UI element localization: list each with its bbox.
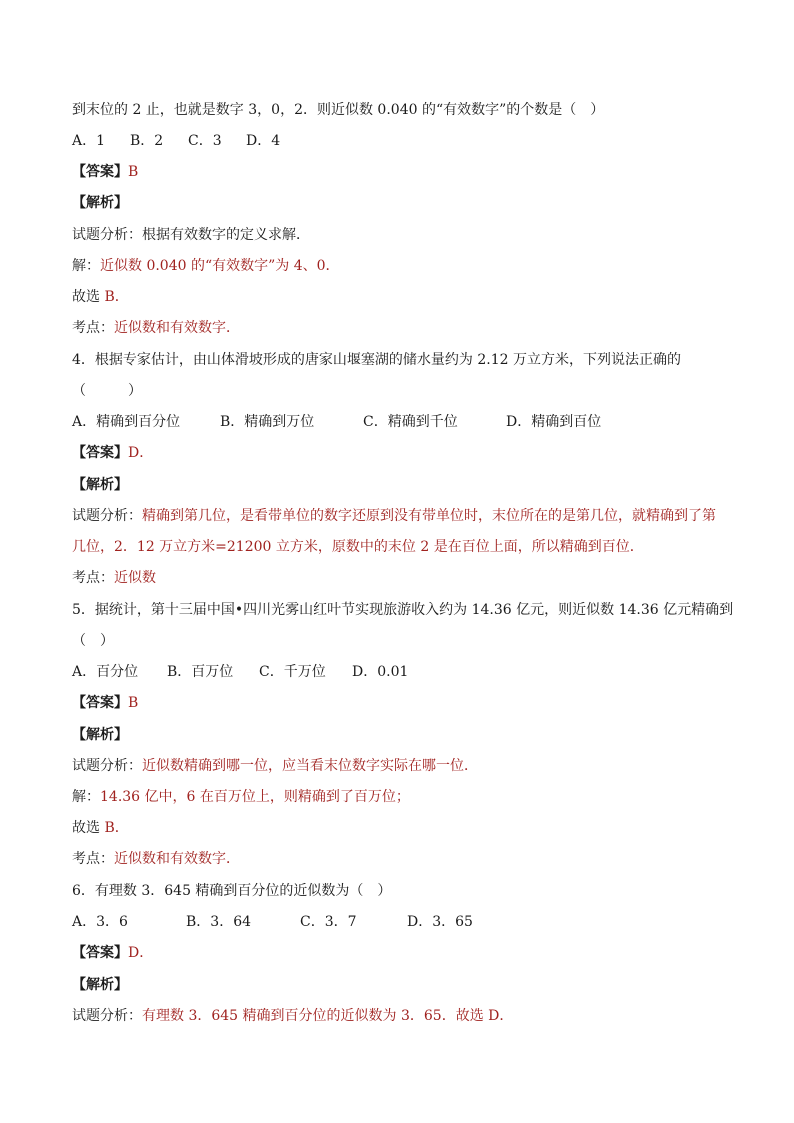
q4-option-d: D．精确到百位 xyxy=(506,414,602,430)
q5-point: 考点：近似数和有效数字． xyxy=(72,851,240,867)
q5-analysis: 试题分析：近似数精确到哪一位，应当看末位数字实际在哪一位． xyxy=(72,758,478,774)
q6-options xyxy=(72,912,732,932)
q4-options xyxy=(72,412,732,432)
q3-option-b: B．2 xyxy=(130,133,164,149)
q6-analysis: 试题分析：有理数 3．645 精确到百分位的近似数为 3．65．故选 D． xyxy=(72,1008,514,1024)
q4-option-b: B．精确到万位 xyxy=(220,414,315,430)
q5-stem-line1: 5．据统计，第十三届中国•四川光雾山红叶节实现旅游收入约为 14.36 亿元，则近似数 14.36 亿元精确到 xyxy=(72,602,734,618)
q4-answer: 【答案】D． xyxy=(72,445,154,461)
q6-option-d: D．3．65 xyxy=(407,914,473,930)
q4-analysis-line2: 几位，2．12 万立方米=21200 立方米，原数中的末位 2 是在百位上面，所以精确到百位． xyxy=(72,539,644,555)
q5-choose: 故选 B． xyxy=(72,820,129,836)
q6-option-a: A．3．6 xyxy=(72,914,128,930)
q5-option-b: B．百万位 xyxy=(167,664,234,680)
q4-stem-line1: 4．根据专家估计，由山体滑坡形成的唐家山堰塞湖的储水量约为 2.12 万立方米，下列说法正确的 xyxy=(72,352,681,368)
q4-option-a: A．精确到百分位 xyxy=(72,414,181,430)
q3-answer xyxy=(72,162,732,182)
q5-stem-line2: （ ） xyxy=(72,633,114,649)
q4-analysis-line1: 试题分析：精确到第几位，是看带单位的数字还原到没有带单位时，末位所在的是第几位，就精确到了第 xyxy=(72,508,716,524)
q3-point: 考点：近似数和有效数字． xyxy=(72,320,240,336)
answer-value: B xyxy=(128,164,139,180)
q4-analysis-label: 【解析】 xyxy=(72,477,128,493)
q3-analysis: 试题分析：根据有效数字的定义求解． xyxy=(72,227,310,243)
q6-analysis-label: 【解析】 xyxy=(72,977,128,993)
q4-option-c: C．精确到千位 xyxy=(363,414,458,430)
q3-stem: 到末位的 2 止，也就是数字 3，0，2．则近似数 0.040 的“有效数字”的个数是（ ） xyxy=(72,102,605,118)
q4-stem-line2: （ ） xyxy=(72,383,142,399)
q5-options xyxy=(72,662,732,682)
q3-options xyxy=(72,131,732,151)
q3-solution: 解：近似数 0.040 的“有效数字”为 4、0． xyxy=(72,258,340,274)
q4-point: 考点：近似数 xyxy=(72,570,156,586)
q3-analysis-label: 【解析】 xyxy=(72,195,128,211)
q6-answer: 【答案】D． xyxy=(72,945,154,961)
q6-stem: 6．有理数 3．645 精确到百分位的近似数为（ ） xyxy=(72,883,392,899)
q3-option-c: C．3 xyxy=(188,133,222,149)
q3-option-d: D．4 xyxy=(246,133,281,149)
q6-option-c: C．3．7 xyxy=(300,914,357,930)
q5-option-d: D．0.01 xyxy=(352,664,409,680)
q5-option-a: A．百分位 xyxy=(72,664,139,680)
q5-analysis-label: 【解析】 xyxy=(72,727,128,743)
answer-label: 【答案】 xyxy=(72,164,128,180)
q3-option-a: A．1 xyxy=(72,133,106,149)
q5-option-c: C．千万位 xyxy=(259,664,326,680)
q6-option-b: B．3．64 xyxy=(186,914,252,930)
q5-solution: 解：14.36 亿中，6 在百万位上，则精确到了百万位； xyxy=(72,789,410,805)
q3-choose: 故选 B． xyxy=(72,289,129,305)
q5-answer: 【答案】B xyxy=(72,695,139,711)
